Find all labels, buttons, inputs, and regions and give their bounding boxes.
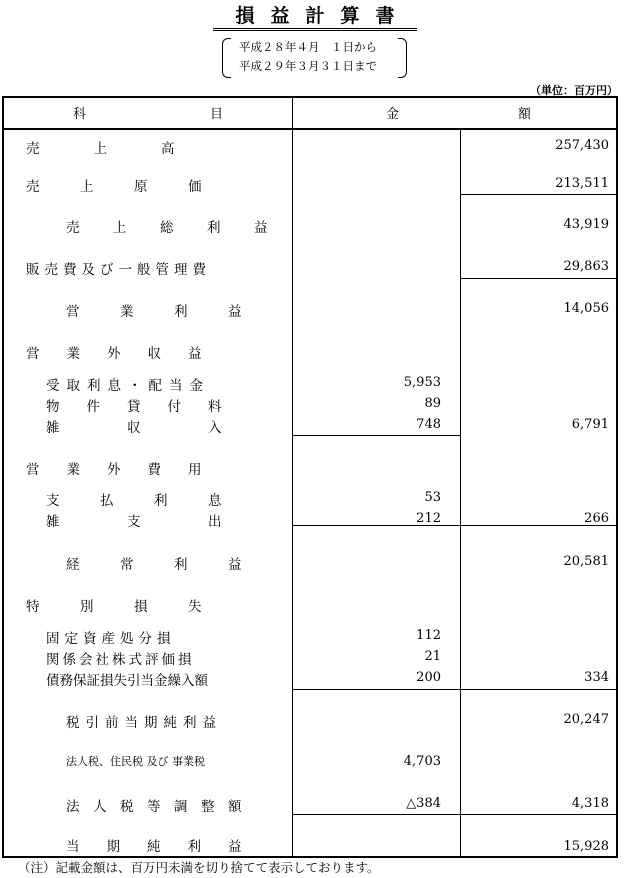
- row-amount-misc-expense: 212: [416, 511, 441, 526]
- row-amount-misc-income: 748: [416, 417, 441, 432]
- row-amount-interest-paid: 53: [424, 490, 441, 505]
- row-label-cost-of-sales: 売 上 原 価: [26, 179, 202, 195]
- row-label-non-operating-income: 営 業 外 収 益: [26, 346, 202, 362]
- header-account-2: 目: [210, 107, 224, 122]
- period-bracket-right: [398, 38, 407, 78]
- row-amount-guarantee-provision: 200: [416, 670, 441, 685]
- row-label-interest-paid: 支 払 利 息: [46, 493, 222, 509]
- row-total-non-operating-income: 6,791: [571, 417, 609, 432]
- row-label-misc-income: 雑 収 入: [46, 420, 222, 436]
- row-amount-affiliate-valuation-loss: 21: [424, 649, 441, 664]
- subtotal-rule: [461, 194, 617, 195]
- row-label-sales: 売 上 高: [26, 141, 175, 157]
- column-divider: [460, 128, 461, 857]
- header-divider: [3, 128, 617, 130]
- footnote: （注）記載金額は、百万円未満を切り捨てて表示しております。: [18, 860, 380, 875]
- row-total-sales: 257,430: [555, 138, 609, 153]
- row-label-guarantee-provision: 債務保証損失引当金繰入額: [46, 673, 208, 689]
- row-label-fixed-asset-loss: 固定資産処分損: [46, 631, 176, 647]
- unit-label: （単位：百万円）: [530, 84, 618, 97]
- row-label-affiliate-valuation-loss: 関係会社株式評価損: [46, 652, 195, 668]
- header-amount-1: 金: [386, 107, 400, 122]
- period-from: 平成２８年４月 １日から: [239, 40, 377, 54]
- row-label-non-operating-expense: 営 業 外 費 用: [26, 462, 202, 478]
- row-label-tax-adjustment: 法 人 税 等 調 整 額: [66, 799, 242, 815]
- row-total-non-operating-expense: 266: [584, 511, 609, 526]
- row-label-gross-profit: 売 上 総 利 益: [66, 220, 278, 236]
- period-bracket-left: [222, 38, 231, 78]
- row-label-net-income: 当 期 純 利 益: [66, 839, 242, 855]
- subtotal-rule: [461, 278, 617, 279]
- row-label-pretax-income: 税引前当期純利益: [66, 715, 222, 731]
- row-label-ordinary-income: 経 常 利 益: [66, 557, 242, 573]
- row-total-extraordinary-loss: 334: [584, 670, 609, 685]
- row-amount-rental-income: 89: [424, 396, 441, 411]
- row-label-rental-income: 物 件 貸 付 料: [46, 399, 222, 415]
- row-total-income-taxes: 4,318: [571, 796, 609, 811]
- row-label-interest-dividend: 受取利息・配当金: [46, 378, 210, 394]
- subtotal-rule: [293, 689, 460, 690]
- row-label-operating-income: 営 業 利 益: [66, 304, 242, 320]
- row-amount-fixed-asset-loss: 112: [416, 628, 441, 643]
- statement-title: 損益計算書: [235, 5, 411, 27]
- row-total-ordinary-income: 20,581: [563, 554, 609, 569]
- row-amount-tax-adjustment: △384: [406, 796, 441, 811]
- row-amount-interest-dividend: 5,953: [403, 375, 441, 390]
- subtotal-rule: [293, 814, 460, 815]
- row-label-sga: 販売費及び一般管理費: [26, 262, 211, 278]
- row-total-gross-profit: 43,919: [563, 217, 609, 232]
- header-account-1: 科: [73, 107, 87, 122]
- subtotal-rule: [461, 689, 617, 690]
- row-label-misc-expense: 雑 支 出: [46, 514, 222, 530]
- column-divider: [292, 97, 293, 857]
- row-amount-income-taxes: 4,703: [403, 754, 441, 769]
- row-label-extraordinary-loss: 特 別 損 失: [26, 599, 202, 615]
- subtotal-rule: [293, 435, 460, 436]
- row-total-cost-of-sales: 213,511: [555, 176, 609, 191]
- row-total-operating-income: 14,056: [563, 301, 609, 316]
- subtotal-rule: [461, 814, 617, 815]
- row-total-net-income: 15,928: [563, 839, 609, 854]
- row-label-income-taxes: 法人税、住民税 及び 事業税: [66, 755, 205, 768]
- row-total-pretax-income: 20,247: [563, 712, 609, 727]
- title-underline: [213, 28, 417, 29]
- title-underline: [213, 30, 417, 31]
- period-to: 平成２９年３月３１日まで: [239, 59, 377, 73]
- header-amount-2: 額: [518, 107, 532, 122]
- row-total-sga: 29,863: [563, 259, 609, 274]
